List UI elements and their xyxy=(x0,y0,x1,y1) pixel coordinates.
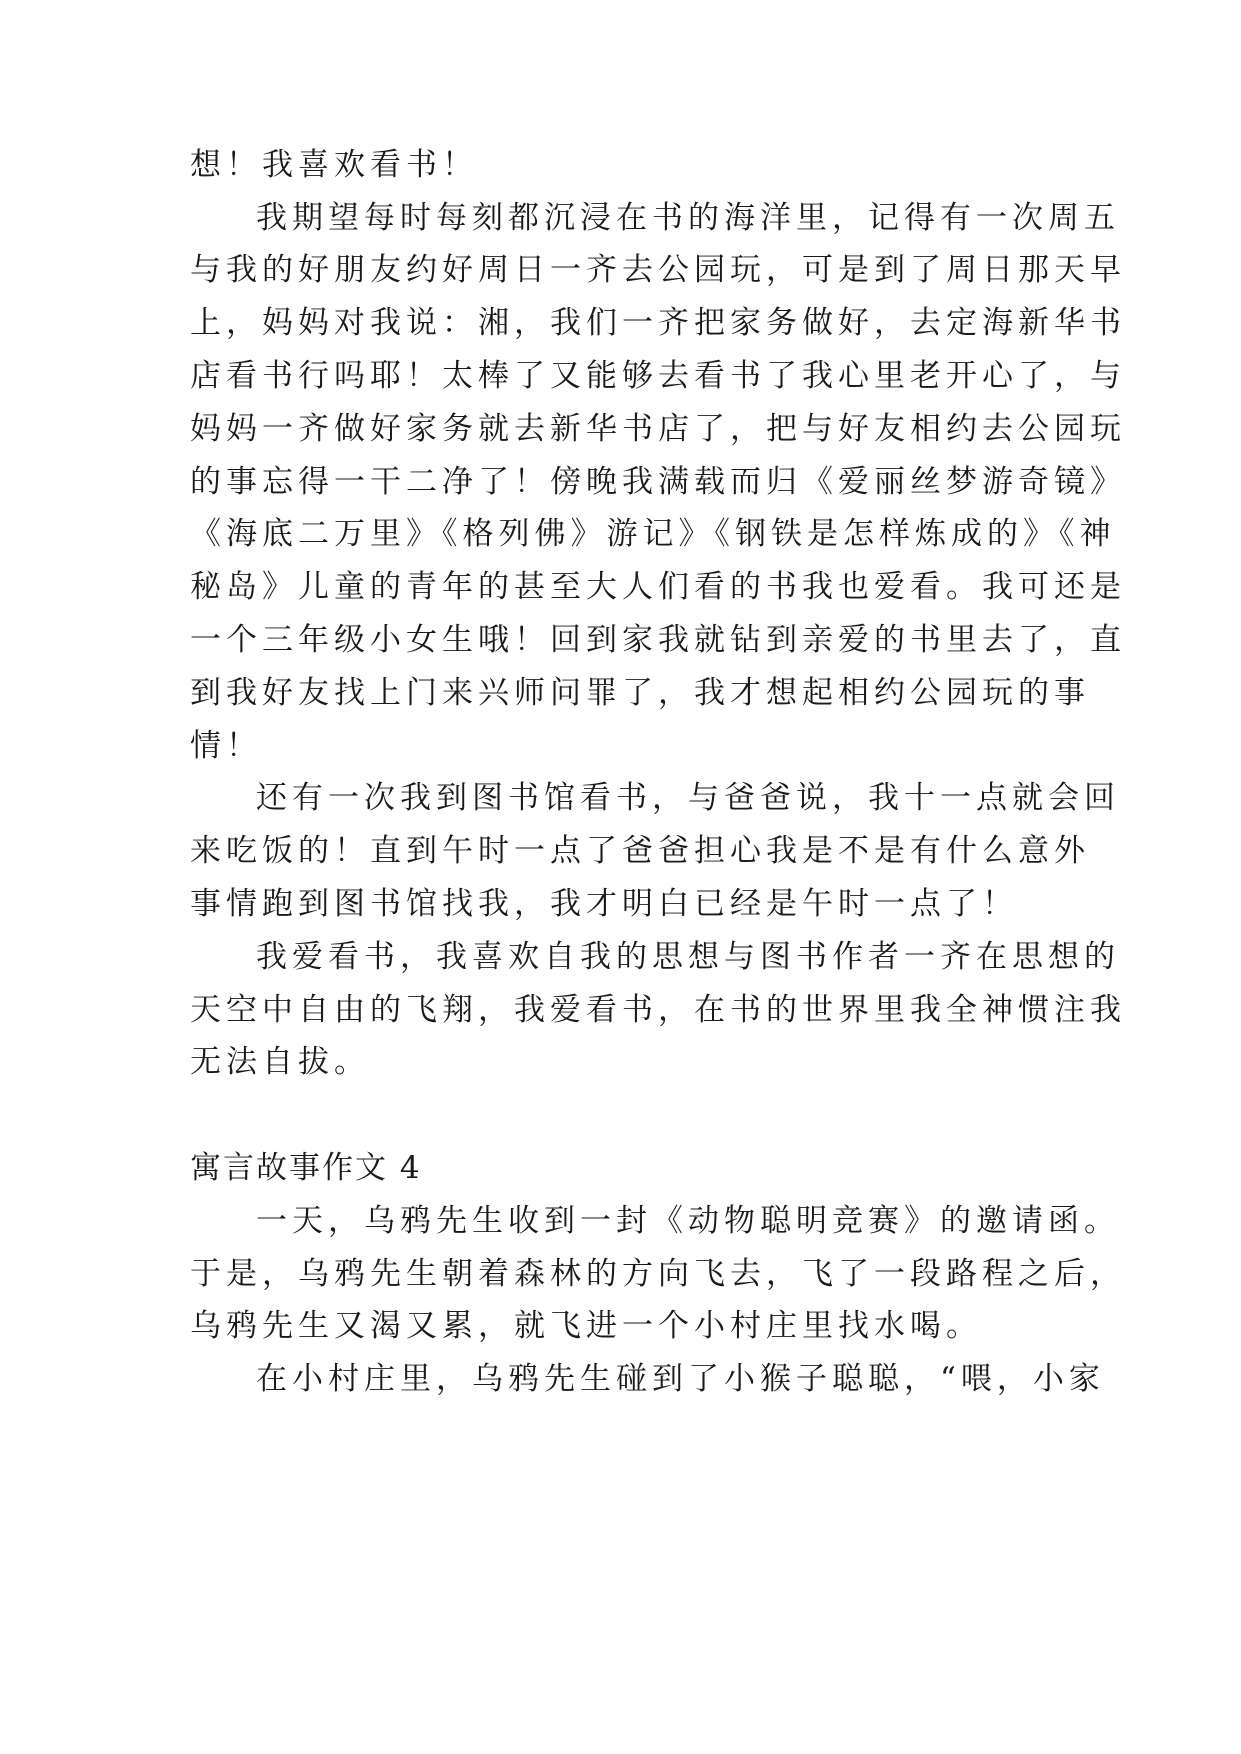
text-line: 与我的好朋友约好周日一齐去公园玩，可是到了周日那天早 xyxy=(190,252,1126,288)
text-line: 我爱看书，我喜欢自我的思想与图书作者一齐在思想的 xyxy=(256,939,1120,975)
text-line: 在小村庄里，乌鸦先生碰到了小猴子聪聪，“喂，小家 xyxy=(256,1361,1105,1397)
text-line: 妈妈一齐做好家务就去新华书店了，把与好友相约去公园玩 xyxy=(190,411,1126,447)
section-heading: 寓言故事作文 4 xyxy=(190,1150,422,1186)
text-line: 《海底二万里》《格列佛》游记》《钢铁是怎样炼成的》《神 xyxy=(190,516,1116,552)
text-line: 到我好友找上门来兴师问罪了，我才想起相约公园玩的事 xyxy=(190,675,1090,711)
text-line: 上，妈妈对我说：湘，我们一齐把家务做好，去定海新华书 xyxy=(190,305,1126,341)
text-line: 一天，乌鸦先生收到一封《动物聪明竞赛》的邀请函。 xyxy=(256,1203,1120,1239)
text-line: 于是，乌鸦先生朝着森林的方向飞去，飞了一段路程之后， xyxy=(190,1256,1126,1292)
text-line: 还有一次我到图书馆看书，与爸爸说，我十一点就会回 xyxy=(256,780,1120,816)
text-line: 店看书行吗耶！太棒了又能够去看书了我心里老开心了，与 xyxy=(190,358,1126,394)
text-line: 想！我喜欢看书！ xyxy=(190,147,478,183)
text-line: 天空中自由的飞翔，我爱看书，在书的世界里我全神惯注我 xyxy=(190,992,1126,1028)
text-line: 事情跑到图书馆找我，我才明白已经是午时一点了！ xyxy=(190,886,1018,922)
text-line: 来吃饭的！直到午时一点了爸爸担心我是不是有什么意外 xyxy=(190,833,1090,869)
text-line: 一个三年级小女生哦！回到家我就钻到亲爱的书里去了，直 xyxy=(190,622,1126,658)
text-line: 情！ xyxy=(190,728,262,764)
text-line: 的事忘得一干二净了！傍晚我满载而归《爱丽丝梦游奇镜》 xyxy=(190,464,1126,500)
text-line: 秘岛》儿童的青年的甚至大人们看的书我也爱看。我可还是 xyxy=(190,569,1126,605)
text-line: 乌鸦先生又渴又累，就飞进一个小村庄里找水喝。 xyxy=(190,1308,982,1344)
text-line: 无法自拔。 xyxy=(190,1044,370,1080)
text-line: 我期望每时每刻都沉浸在书的海洋里，记得有一次周五 xyxy=(256,200,1120,236)
